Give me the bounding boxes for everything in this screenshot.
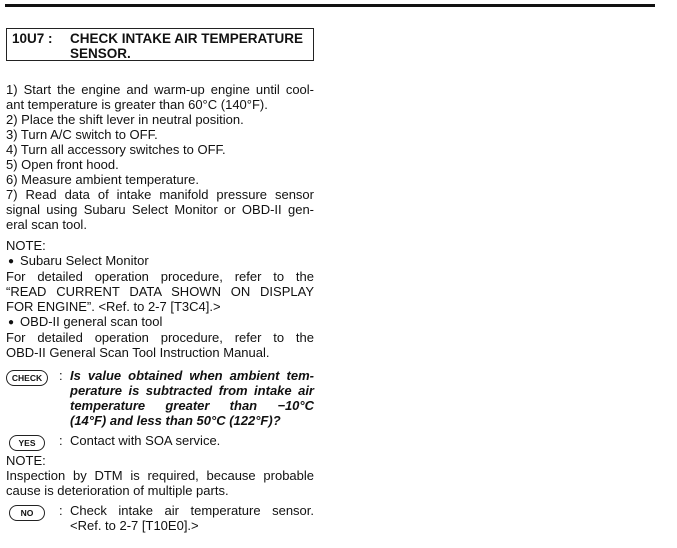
note-block — [6, 238, 314, 360]
step-line: 6) Measure ambient temperature. — [6, 172, 199, 187]
bullet-item — [6, 314, 314, 330]
note-line: “READ CURRENT DATA SHOWN ON DISPLAY — [6, 284, 314, 299]
step-line: 3) Turn A/C switch to OFF. — [6, 127, 158, 142]
step-line: eral scan tool. — [6, 217, 87, 232]
yes-text: Contact with SOA service. — [70, 433, 221, 448]
procedure-steps — [6, 82, 314, 232]
step-title-line: SENSOR. — [70, 46, 131, 61]
note-block-2 — [6, 453, 314, 498]
step-line: 5) Open front hood. — [6, 157, 119, 172]
step-title — [70, 31, 309, 61]
step-title-line: CHECK INTAKE AIR TEMPERATURE — [70, 31, 304, 46]
step-line: signal using Subaru Select Monitor or OBD-II gen- — [6, 202, 314, 217]
step-line: ant temperature is greater than 60°C (140°F). — [6, 97, 268, 112]
check-row — [6, 368, 314, 428]
question-line: perature is subtracted from intake air — [70, 383, 314, 398]
note-line: For detailed operation procedure, refer to the — [6, 269, 314, 284]
check-colon: : — [59, 368, 63, 383]
note-line: FOR ENGINE”. <Ref. to 2-7 [T3C4].> — [6, 299, 221, 314]
step-line: 2) Place the shift lever in neutral position. — [6, 112, 244, 127]
yes-row — [6, 433, 314, 448]
check-badge: CHECK — [6, 370, 48, 386]
step-line: 4) Turn all accessory switches to OFF. — [6, 142, 226, 157]
no-text — [70, 503, 314, 533]
yes-badge: YES — [9, 435, 45, 451]
yes-colon: : — [59, 433, 63, 448]
step-line: 7) Read data of intake manifold pressure sensor — [6, 187, 314, 202]
question-line: (14°F) and less than 50°C (122°F)? — [70, 413, 281, 428]
top-rule — [5, 4, 655, 7]
note-line: Inspection by DTM is required, because probable — [6, 468, 314, 483]
note-line: OBD-II General Scan Tool Instruction Manual. — [6, 345, 270, 360]
no-colon: : — [59, 503, 63, 518]
no-line: <Ref. to 2-7 [T10E0].> — [70, 518, 199, 533]
step-header-box — [6, 28, 314, 61]
step-code: 10U7 : — [12, 31, 53, 46]
bullet-item — [6, 253, 314, 269]
no-badge: NO — [9, 505, 45, 521]
no-row — [6, 503, 314, 533]
step-line: 1) Start the engine and warm-up engine until cool- — [6, 82, 314, 97]
bullet-title: OBD-II general scan tool — [20, 314, 163, 329]
note-line: cause is deterioration of multiple parts. — [6, 483, 229, 498]
procedure-column — [6, 28, 314, 533]
check-question — [70, 368, 314, 428]
question-line: temperature greater than −10°C — [70, 398, 314, 413]
note-line: For detailed operation procedure, refer to the — [6, 330, 314, 345]
no-line: Check intake air temperature sensor. — [70, 503, 314, 518]
note-label: NOTE: — [6, 238, 46, 253]
question-line: Is value obtained when ambient tem- — [70, 368, 314, 383]
note-label: NOTE: — [6, 453, 46, 468]
bullet-title: Subaru Select Monitor — [20, 253, 149, 268]
